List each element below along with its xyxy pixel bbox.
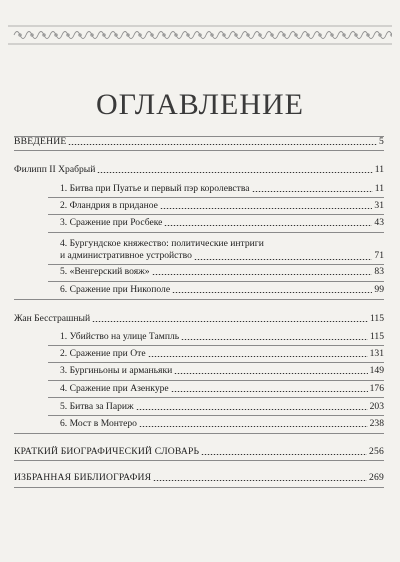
leader-dots: [148, 356, 368, 357]
entry-label: 3. Бургиньоны и арманьяки: [60, 365, 173, 376]
toc-entry-p4[interactable]: [60, 238, 384, 262]
entry-page: 11: [374, 183, 384, 194]
entry-page: 149: [369, 365, 384, 376]
leader-dots: [181, 339, 368, 340]
leader-dots: [92, 321, 368, 322]
toc-entry-bibliography[interactable]: [14, 472, 384, 483]
rule: [14, 150, 384, 151]
toc-entry-p6[interactable]: [60, 284, 384, 295]
leader-dots: [160, 208, 372, 209]
toc-entry-p5[interactable]: [60, 266, 384, 277]
entry-label: 5. Битва за Париж: [60, 401, 134, 412]
rule: [14, 487, 384, 488]
entry-label-line2: и административное устройство: [60, 250, 192, 261]
entry-page: 5: [379, 136, 384, 147]
entry-label: ИЗБРАННАЯ БИБЛИОГРАФИЯ: [14, 472, 152, 483]
leader-dots: [194, 259, 373, 260]
toc-entry-j5[interactable]: [60, 401, 384, 412]
entry-page: 256: [369, 446, 384, 457]
entry-label: ВВЕДЕНИЕ: [14, 136, 67, 147]
entry-label: 5. «Венгерский вояж»: [60, 266, 150, 277]
entry-label: Жан Бесстрашный: [14, 313, 91, 324]
entry-label: 4. Сражение при Азенкуре: [60, 383, 169, 394]
toc-entry-j3[interactable]: [60, 365, 384, 376]
rule: [48, 362, 384, 363]
entry-label-line1: 4. Бургундское княжество: политические интриги: [60, 238, 264, 249]
entry-label: 3. Сражение при Росбеке: [60, 217, 163, 228]
entry-page: 83: [374, 266, 384, 277]
rule: [48, 281, 384, 282]
leader-dots: [139, 426, 368, 427]
toc-entry-j1[interactable]: [60, 331, 384, 342]
entry-label: 6. Сражение при Никополе: [60, 284, 171, 295]
toc-entry-p2[interactable]: [60, 200, 384, 211]
leader-dots: [153, 480, 367, 481]
toc-entry-p1[interactable]: [60, 183, 384, 194]
entry-page: 31: [374, 200, 384, 211]
entry-page: 11: [374, 164, 384, 175]
leader-dots: [201, 454, 367, 455]
leader-dots: [136, 409, 368, 410]
rule: [48, 380, 384, 381]
entry-page: 71: [374, 250, 384, 261]
leader-dots: [171, 391, 368, 392]
entry-label: 2. Сражение при Оте: [60, 348, 146, 359]
leader-dots: [174, 373, 367, 374]
leader-dots: [68, 144, 377, 145]
entry-page: 43: [374, 217, 384, 228]
leader-dots: [252, 191, 373, 192]
entry-page: 269: [369, 472, 384, 483]
entry-page: 115: [369, 331, 384, 342]
rule: [48, 415, 384, 416]
rule: [14, 299, 384, 300]
rule: [14, 433, 384, 434]
toc-entry-j4[interactable]: [60, 383, 384, 394]
leader-dots: [164, 225, 372, 226]
toc-entry-j6[interactable]: [60, 418, 384, 429]
toc-entry-jean[interactable]: [14, 313, 384, 324]
rule: [48, 197, 384, 198]
entry-label: 2. Фландрия в приданое: [60, 200, 158, 211]
rule: [48, 232, 384, 233]
rule: [48, 345, 384, 346]
toc-entry-intro[interactable]: [14, 136, 384, 147]
leader-dots: [172, 292, 372, 293]
toc-entry-dictionary[interactable]: [14, 446, 384, 457]
toc-entry-philip[interactable]: [14, 164, 384, 175]
entry-label: КРАТКИЙ БИОГРАФИЧЕСКИЙ СЛОВАРЬ: [14, 446, 200, 457]
toc-entry-j2[interactable]: [60, 348, 384, 359]
entry-page: 131: [369, 348, 384, 359]
entry-page: 203: [369, 401, 384, 412]
rule: [48, 397, 384, 398]
rule: [48, 264, 384, 265]
entry-label: 1. Убийство на улице Тампль: [60, 331, 180, 342]
rule: [14, 460, 384, 461]
entry-label: 6. Мост в Монтеро: [60, 418, 137, 429]
rule: [48, 214, 384, 215]
leader-dots: [152, 274, 373, 275]
entry-label: Филипп II Храбрый: [14, 164, 96, 175]
entry-label: 1. Битва при Пуатье и первый пэр королевства: [60, 183, 250, 194]
page-title: ОГЛАВЛЕНИЕ: [96, 88, 304, 121]
entry-page: 99: [374, 284, 384, 295]
leader-dots: [97, 172, 372, 173]
toc-entry-p3[interactable]: [60, 217, 384, 228]
entry-page: 238: [369, 418, 384, 429]
entry-page: 176: [369, 383, 384, 394]
entry-page: 115: [369, 313, 384, 324]
